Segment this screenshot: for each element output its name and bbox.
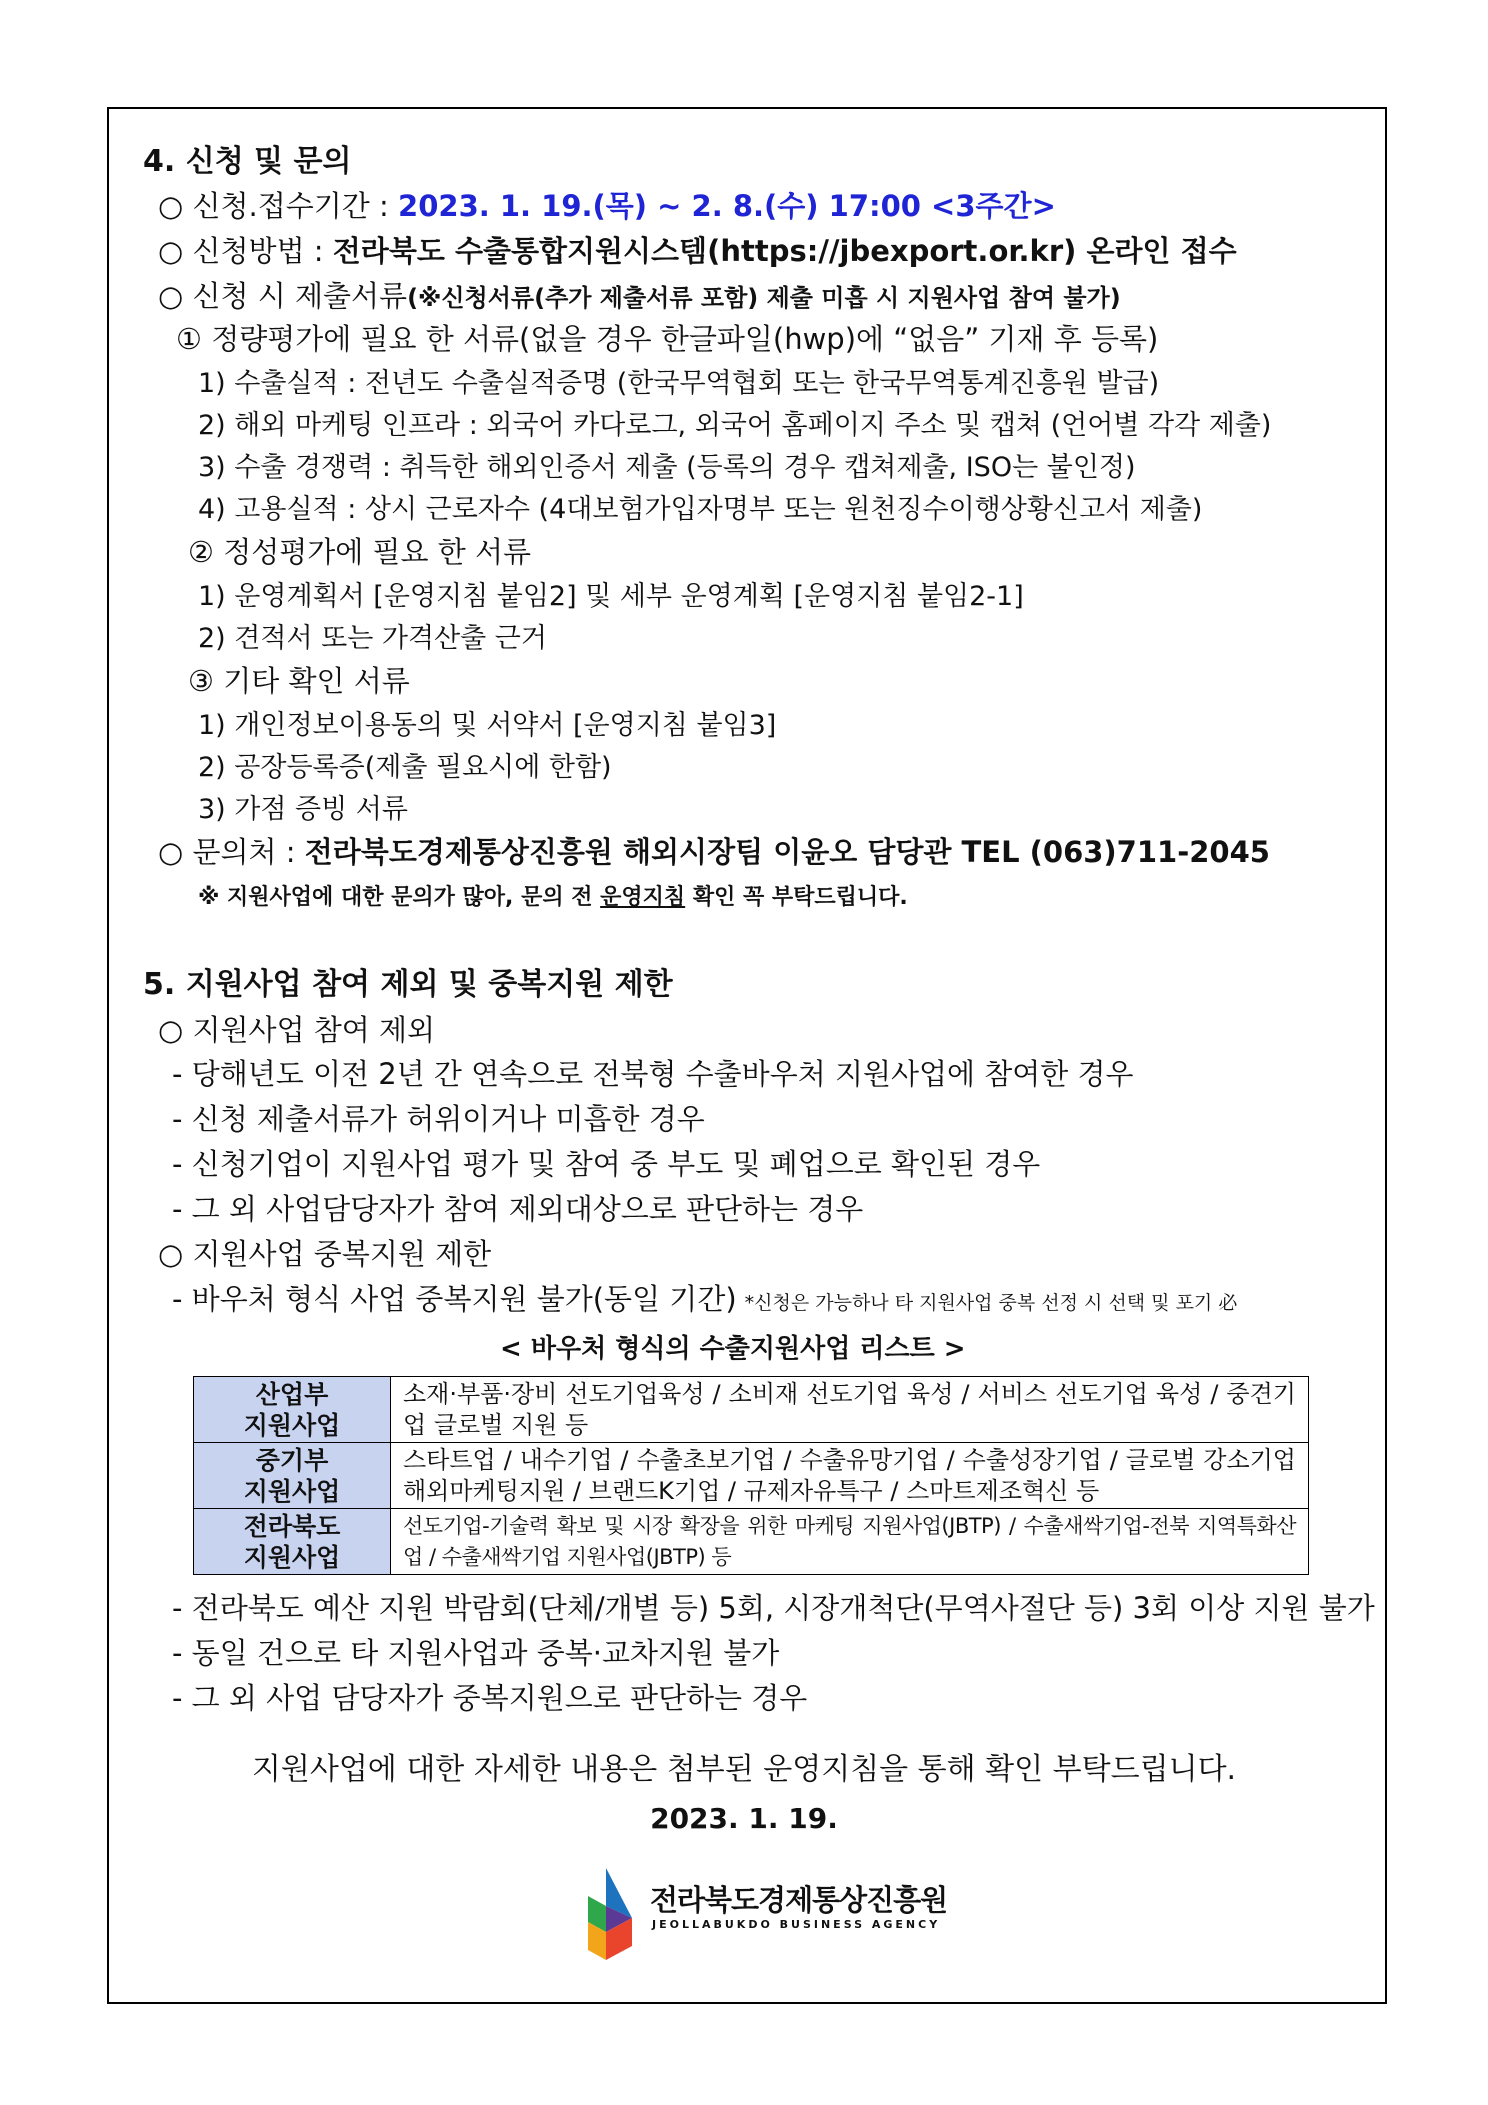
logo-english-name: JEOLLABUKDO BUSINESS AGENCY [652, 1918, 941, 1931]
closing-text: 지원사업에 대한 자세한 내용은 첨부된 운영지침을 통해 확인 부탁드립니다. [251, 1752, 1237, 1787]
required-documents [158, 277, 1121, 317]
qual-doc-item: 2) 견적서 또는 가격산출 근거 [198, 623, 547, 654]
table-row-header [194, 1509, 391, 1575]
contact-value: 전라북도경제통상진흥원 해외시장팀 이윤오 담당관 TEL (063)711-2045 [304, 835, 1270, 869]
docs-note: (※신청서류(추가 제출서류 포함) 제출 미흡 시 지원사업 참여 불가) [407, 284, 1121, 312]
duplicate-item-text: - 바우처 형식 사업 중복지원 불가(동일 기간) [172, 1282, 737, 1316]
contact-note [198, 879, 908, 917]
application-period [158, 187, 1056, 225]
row-header-line1: 중기부 [255, 1445, 329, 1475]
table-row [194, 1377, 1309, 1443]
note-guideline-link: 운영지침 [600, 885, 686, 910]
etc-docs-title: ③ 기타 확인 서류 [188, 664, 410, 698]
duplicate-title: ○ 지원사업 중복지원 제한 [158, 1237, 492, 1271]
etc-doc-item: 1) 개인정보이용동의 및 서약서 [운영지침 붙임3] [198, 710, 777, 741]
note-prefix: ※ 지원사업에 대한 문의가 많아, 문의 전 [198, 885, 601, 910]
restriction-item: - 전라북도 예산 지원 박람회(단체/개별 등) 5회, 시장개척단(무역사절단 등) 3회 이상 지원 불가 [172, 1591, 1375, 1625]
section5-title: 5. 지원사업 참여 제외 및 중복지원 제한 [143, 967, 673, 1002]
quant-doc-item: 1) 수출실적 : 전년도 수출실적증명 (한국무역협회 또는 한국무역통계진흥원 발급) [198, 368, 1160, 399]
voucher-program-table [193, 1376, 1309, 1575]
row-header-line1: 전라북도 [243, 1511, 341, 1541]
period-value: 2023. 1. 19.(목) ~ 2. 8.(수) 17:00 <3주간> [398, 189, 1056, 223]
row-header-line1: 산업부 [255, 1379, 329, 1409]
application-method [158, 232, 1237, 270]
method-value: 전라북도 수출통합지원시스템(https://jbexport.or.kr) 온라인 접수 [332, 234, 1237, 268]
qual-doc-item: 1) 운영계획서 [운영지침 붙임2] 및 세부 운영계획 [운영지침 붙임2-1] [198, 581, 1024, 612]
document-date: 2023. 1. 19. [650, 1802, 838, 1835]
voucher-list-title: < 바우처 형식의 수출지원사업 리스트 > [500, 1334, 966, 1364]
section4-title: 4. 신청 및 문의 [143, 144, 352, 179]
method-label: ○ 신청방법 : [158, 234, 333, 268]
docs-label: ○ 신청 시 제출서류 [158, 279, 408, 313]
agency-logo-mark-icon [584, 1866, 644, 1962]
row-header-line2: 지원사업 [243, 1476, 341, 1506]
table-row-content: 스타트업 / 내수기업 / 수출초보기업 / 수출유망기업 / 수출성장기업 / 글로벌 강소기업 해외마케팅지원 / 브랜드K기업 / 규제자유특구 / 스마트제조혁신 등 [391, 1443, 1309, 1509]
row-header-line2: 지원사업 [243, 1410, 341, 1440]
restriction-item: - 동일 건으로 타 지원사업과 중복·교차지원 불가 [172, 1636, 780, 1670]
table-row-header [194, 1443, 391, 1509]
table-row [194, 1509, 1309, 1575]
quant-docs-title: ① 정량평가에 필요 한 서류(없을 경우 한글파일(hwp)에 “없음” 기재 후 등록) [176, 322, 1159, 356]
etc-doc-item: 2) 공장등록증(제출 필요시에 한함) [198, 752, 612, 783]
table-row-header [194, 1377, 391, 1443]
quant-doc-item: 3) 수출 경쟁력 : 취득한 해외인증서 제출 (등록의 경우 캡쳐제출, ISO는 불인정) [198, 452, 1136, 483]
duplicate-item [172, 1280, 1237, 1322]
exclusion-item: - 신청 제출서류가 허위이거나 미흡한 경우 [172, 1102, 705, 1136]
contact-info [158, 833, 1270, 871]
logo-korean-name: 전라북도경제통상진흥원 [650, 1883, 948, 1917]
quant-doc-item: 2) 해외 마케팅 인프라 : 외국어 카다로그, 외국어 홈페이지 주소 및 캡쳐 (언어별 각각 제출) [198, 410, 1272, 441]
etc-doc-item: 3) 가점 증빙 서류 [198, 794, 408, 825]
table-row [194, 1443, 1309, 1509]
exclusion-item: - 그 외 사업담당자가 참여 제외대상으로 판단하는 경우 [172, 1192, 864, 1226]
qual-docs-title: ② 정성평가에 필요 한 서류 [188, 535, 532, 569]
row-header-line2: 지원사업 [243, 1542, 341, 1572]
table-row-content: 선도기업-기술력 확보 및 시장 확장을 위한 마케팅 지원사업(JBTP) / 수출새싹기업-전북 지역특화산업 / 수출새싹기업 지원사업(JBTP) 등 [391, 1509, 1309, 1575]
period-label: ○ 신청.접수기간 : [158, 189, 399, 223]
restriction-item: - 그 외 사업 담당자가 중복지원으로 판단하는 경우 [172, 1681, 808, 1715]
quant-doc-item: 4) 고용실적 : 상시 근로자수 (4대보험가입자명부 또는 원천징수이행상황신고서 제출) [198, 494, 1203, 525]
note-suffix: 확인 꼭 부탁드립니다. [685, 885, 908, 910]
exclusion-item: - 신청기업이 지원사업 평가 및 참여 중 부도 및 폐업으로 확인된 경우 [172, 1147, 1041, 1181]
contact-label: ○ 문의처 : [158, 835, 305, 869]
table-row-content: 소재·부품·장비 선도기업육성 / 소비재 선도기업 육성 / 서비스 선도기업 육성 / 중견기업 글로벌 지원 등 [391, 1377, 1309, 1443]
duplicate-item-note: *신청은 가능하나 타 지원사업 중복 선정 시 선택 및 포기 必 [744, 1292, 1238, 1314]
exclusion-item: - 당해년도 이전 2년 간 연속으로 전북형 수출바우처 지원사업에 참여한 경우 [172, 1057, 1134, 1091]
exclusion-title: ○ 지원사업 참여 제외 [158, 1013, 436, 1047]
agency-logo [584, 1866, 948, 1962]
